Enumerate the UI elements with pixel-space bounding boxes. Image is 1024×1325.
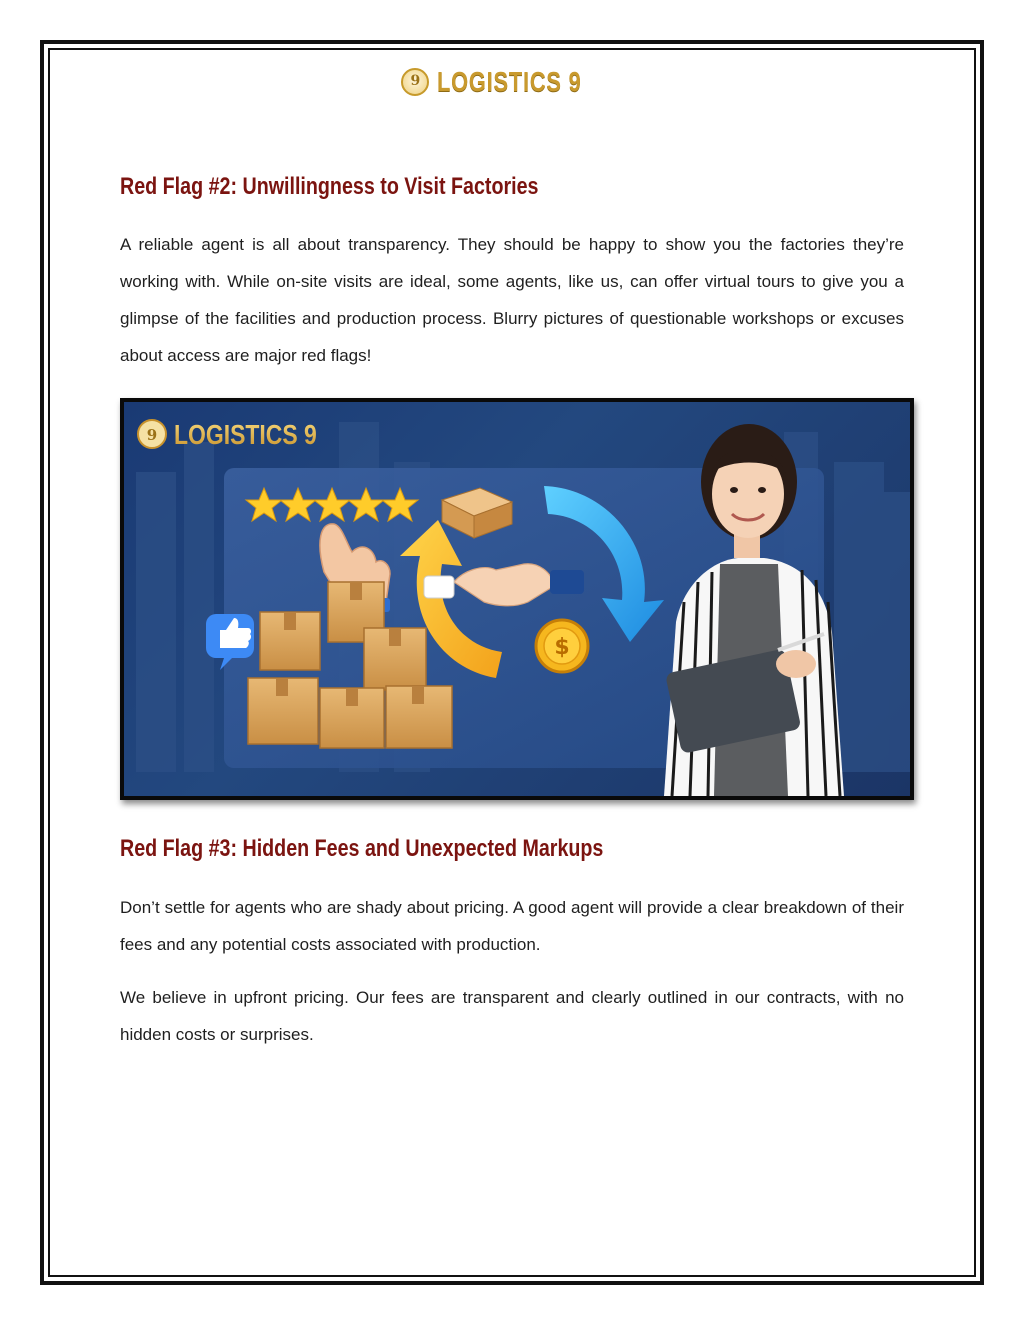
header-logo [0, 64, 1024, 100]
banner-logo [138, 420, 317, 451]
banner-logo-text: LOGISTICS 9 [174, 419, 317, 451]
dollar-coin-icon [536, 620, 588, 672]
dollar-symbol: $ [554, 635, 570, 660]
section-paragraph-red-flag-2: A reliable agent is all about transparency. They should be happy to show you the factories they’re working with. While on-site visits are ideal, some agents, like us, can offer virtual tours to give you a glimpse of the facilities and production process. Blurry pictures of questionable workshops or excuses about access are major red flags! [120, 235, 904, 365]
banner-illustration [124, 402, 910, 796]
logo-text: LOGISTICS 9 [437, 66, 582, 97]
section-heading-red-flag-2: Red Flag #2: Unwillingness to Visit Factories [120, 173, 539, 200]
section-paragraph-red-flag-3-b: We believe in upfront pricing. Our fees are transparent and clearly outlined in our contracts, with no hidden costs or surprises. [120, 988, 904, 1044]
banner-image [120, 398, 914, 800]
logo-emblem-icon [401, 68, 429, 96]
section-paragraph-red-flag-3-a: Don’t settle for agents who are shady about pricing. A good agent will provide a clear breakdown of their fees and any potential costs associated with production. [120, 898, 904, 954]
banner-logo-mark: 9 [146, 426, 158, 444]
logo-emblem-text: 9 [410, 73, 421, 89]
section-heading-red-flag-3: Red Flag #3: Hidden Fees and Unexpected Markups [120, 835, 604, 862]
